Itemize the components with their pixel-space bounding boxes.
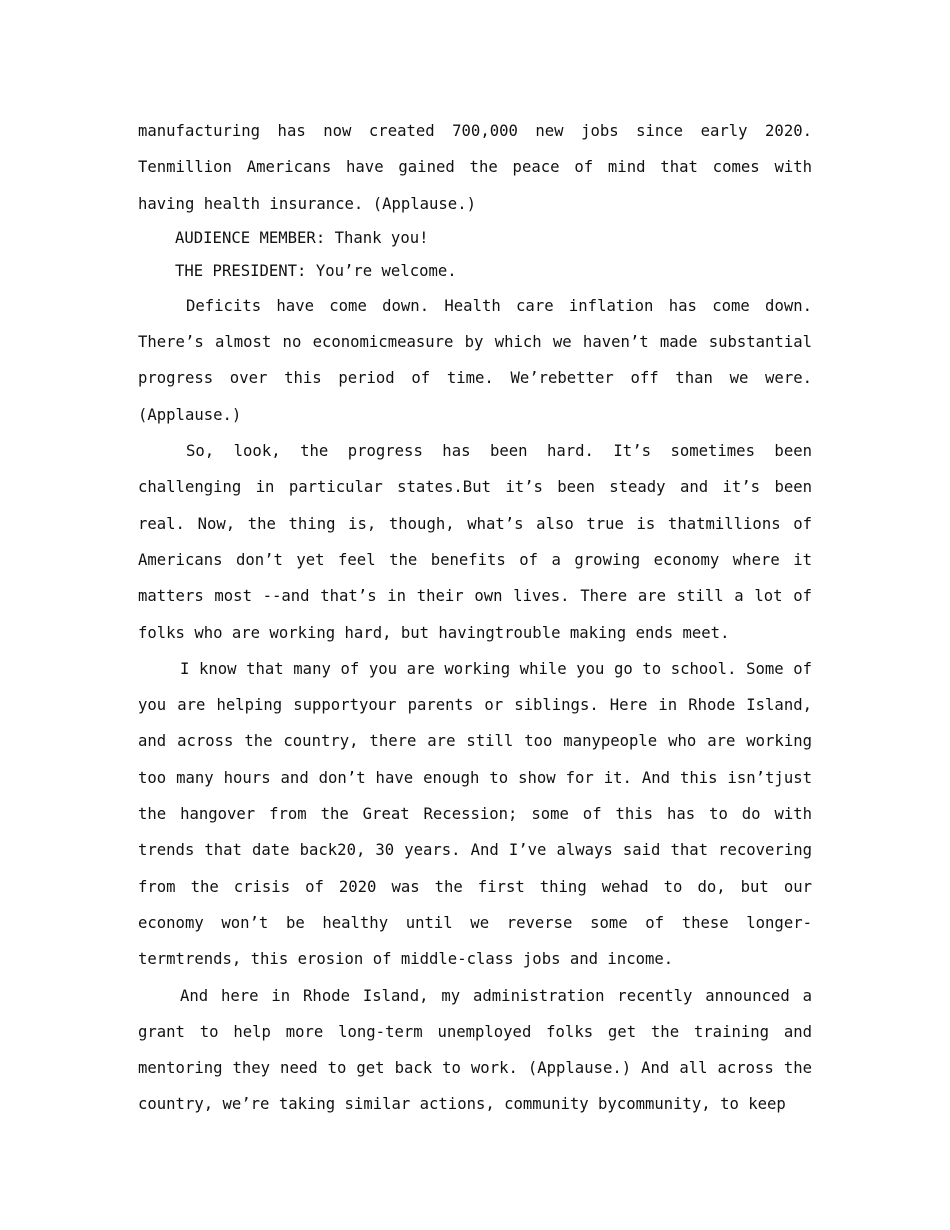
paragraph-progress: So, look, the progress has been hard. It’s sometimes been challenging in particular states.But it’s been steady and it’s been real. Now, the thing is, though, what’s also true is thatmillions of Americans don’t yet feel the benefits of a growing economy where it matters most --and that’s in their own lives. There are still a lot of folks who are working hard, but havingtrouble making ends meet. (138, 442, 812, 642)
paragraph-audience-member: AUDIENCE MEMBER: Thank you! (175, 228, 429, 247)
paragraph-president-reply: THE PRESIDENT: You’re welcome. (175, 261, 457, 280)
paragraph-jobs-insurance: manufacturing has now created 700,000 new jobs since early 2020. Tenmillion Americans have gained the peace of mind that comes with having health insurance. (Applause.) (138, 122, 812, 213)
paragraph-rhode-island-grant: And here in Rhode Island, my administration recently announced a grant to help more long-term unemployed folks get the training and mentoring they need to get back to work. (Applause.) And all across the country, we’re taking similar actions, community bycommunity, to keep (138, 986, 812, 1114)
speech-transcript-body (138, 113, 812, 1123)
paragraph-working-students: I know that many of you are working while you go to school. Some of you are helping supportyour parents or siblings. Here in Rhode Island, and across the country, there are still too manypeople who are working too many hours and don’t have enough to show for it. And this isn’tjust the hangover from the Great Recession; some of this has to do with trends that date back20, 30 years. And I’ve always said that recovering from the crisis of 2020 was the first thing wehad to do, but our economy won’t be healthy until we reverse some of these longer-termtrends, this erosion of middle-class jobs and income. (138, 659, 812, 969)
paragraph-deficits: Deficits have come down. Health care inflation has come down. There’s almost no economicmeasure by which we haven’t made substantial progress over this period of time. We’rebetter off than we were. (Applause.) (138, 296, 812, 424)
